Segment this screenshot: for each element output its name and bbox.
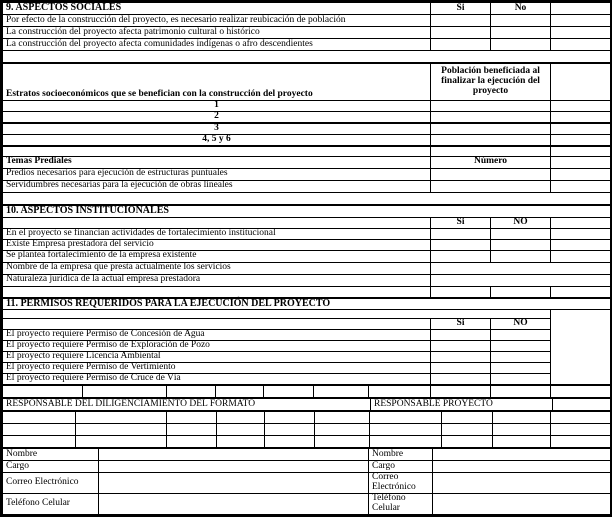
field-row (3, 449, 611, 461)
grid-cell[interactable] (3, 424, 76, 436)
extra-cell (551, 156, 611, 168)
question-row (3, 168, 611, 180)
question-label: La construcción del proyecto afecta patrimonio cultural o histórico (3, 27, 431, 39)
estrato-label: 4, 5 y 6 (3, 134, 431, 145)
field-value-cell[interactable] (99, 449, 369, 461)
estrato-row (3, 112, 611, 123)
section9-col-si: Si (431, 3, 491, 15)
question-row (3, 250, 611, 262)
grid-cell[interactable] (370, 436, 442, 448)
grid-cell[interactable] (493, 436, 551, 448)
grid-cell[interactable] (167, 424, 217, 436)
si-answer-cell[interactable] (431, 341, 491, 352)
question-row (3, 262, 611, 274)
field-row (3, 461, 611, 473)
section9-col-no: No (491, 3, 551, 15)
question-label: Por efecto de la construcción del proyecto, es necesario realizar reubicación de población (3, 15, 431, 27)
question-row (3, 27, 611, 39)
numero-col-header: Número (431, 156, 551, 168)
no-answer-cell[interactable] (491, 352, 551, 363)
prediales-title: Temas Prediales (3, 156, 431, 168)
si-answer-cell[interactable] (431, 239, 491, 250)
estrato-row (3, 123, 611, 134)
grid-cell[interactable] (491, 386, 551, 398)
field-value-cell[interactable] (433, 494, 611, 515)
grid-cell[interactable] (369, 386, 431, 398)
grid-cell[interactable] (76, 424, 167, 436)
spacer-row (3, 51, 611, 63)
grid-row (3, 412, 611, 424)
section9-header-row (3, 3, 611, 15)
grid-cell[interactable] (3, 412, 76, 424)
permisos-table (2, 298, 611, 385)
spacer-cell (3, 310, 551, 319)
signature-grid-table (2, 411, 611, 448)
grid-cell[interactable] (370, 424, 442, 436)
contact-fields-table (2, 448, 611, 515)
temas-prediales-table (2, 146, 611, 205)
grid-cell[interactable] (442, 424, 493, 436)
no-answer-cell[interactable] (491, 228, 551, 239)
extra-answer-cell[interactable] (551, 123, 611, 134)
responsables-header-row (3, 399, 611, 411)
grid-cell[interactable] (265, 436, 315, 448)
grid-strip-table (2, 385, 611, 398)
no-answer-cell[interactable] (491, 250, 551, 262)
spacer-cell (551, 286, 611, 297)
field-value-cell[interactable] (99, 461, 369, 473)
section11-title: 11. PERMISOS REQUERIDOS PARA LA EJECUCIÓN DEL PROYECTO (3, 298, 611, 310)
grid-cell[interactable] (551, 436, 611, 448)
question-label: El proyecto requiere Permiso de Cruce de Vía (3, 374, 431, 385)
estrato-row (3, 134, 611, 145)
section10-cols-row (3, 217, 611, 228)
question-label: Naturaleza jurídica de la actual empresa prestadora (3, 274, 431, 286)
grid-cell[interactable] (76, 412, 167, 424)
estratos-table (2, 63, 611, 146)
field-label: Cargo (369, 461, 433, 473)
grid-cell[interactable] (217, 412, 265, 424)
question-label: El proyecto requiere Permiso de Exploración de Pozo (3, 341, 431, 352)
section11-cols-row (3, 319, 611, 330)
grid-cell[interactable] (76, 436, 167, 448)
extra-answer-cell[interactable] (551, 39, 611, 51)
question-row (3, 180, 611, 192)
spacer-cell (3, 192, 611, 204)
grid-row (3, 424, 611, 436)
question-row (3, 228, 611, 239)
extra-cell (553, 399, 611, 411)
question-label: La construcción del proyecto afecta comunidades indígenas o afro descendientes (3, 39, 431, 51)
grid-cell[interactable] (314, 386, 369, 398)
estrato-label: 1 (3, 101, 431, 112)
estratos-label: Estratos socioeconómicos que se benefician con la construcción del proyecto (3, 64, 431, 101)
observaciones-merged-cell[interactable] (551, 310, 611, 385)
field-value-cell[interactable] (433, 449, 611, 461)
question-label: Nombre de la empresa que presta actualmente los servicios (3, 262, 431, 274)
wide-answer-cell[interactable] (431, 274, 611, 286)
institutional-aspects-table (2, 205, 611, 298)
responsable-proyecto-title: RESPONSABLE PROYECTO (371, 399, 553, 411)
question-row (3, 274, 611, 286)
prediales-header-row (3, 156, 611, 168)
extra-answer-cell[interactable] (551, 168, 611, 180)
question-row (3, 352, 611, 363)
section10-title: 10. ASPECTOS INSTITUCIONALES (3, 205, 611, 217)
si-answer-cell[interactable] (431, 15, 491, 27)
field-value-cell[interactable] (433, 461, 611, 473)
section9-title: 9. ASPECTOS SOCIALES (3, 3, 431, 15)
question-row (3, 39, 611, 51)
field-row (3, 473, 611, 494)
estrato-label: 3 (3, 123, 431, 134)
spacer-cell (3, 146, 431, 156)
question-label: El proyecto requiere Licencia Ambiental (3, 352, 431, 363)
numero-answer-cell[interactable] (431, 168, 551, 180)
no-answer-cell[interactable] (491, 341, 551, 352)
grid-cell[interactable] (3, 386, 83, 398)
social-aspects-table (2, 2, 611, 63)
extra-answer-cell[interactable] (551, 27, 611, 39)
extra-answer-cell[interactable] (551, 15, 611, 27)
question-label: En el proyecto se financian actividades de fortalecimiento institucional (3, 228, 431, 239)
grid-cell[interactable] (442, 412, 493, 424)
extra-answer-cell[interactable] (551, 250, 611, 262)
field-value-cell[interactable] (433, 473, 611, 494)
poblacion-answer-cell[interactable] (431, 101, 551, 112)
si-answer-cell[interactable] (431, 374, 491, 385)
si-answer-cell[interactable] (431, 330, 491, 341)
estrato-label: 2 (3, 112, 431, 123)
grid-cell[interactable] (551, 424, 611, 436)
si-answer-cell[interactable] (431, 250, 491, 262)
spacer-row (3, 192, 611, 204)
extra-answer-cell[interactable] (551, 180, 611, 192)
question-label: Servidumbres necesarias para la ejecución de obras lineales (3, 180, 431, 192)
spacer-cell (551, 146, 611, 156)
no-answer-cell[interactable] (491, 363, 551, 374)
section11-title-row (3, 298, 611, 310)
section11-col-si: Si (431, 319, 491, 330)
grid-cell[interactable] (167, 386, 216, 398)
extra-answer-cell[interactable] (551, 101, 611, 112)
section11-col-no: NO (491, 319, 551, 330)
question-row (3, 341, 611, 352)
grid-cell[interactable] (167, 412, 217, 424)
grid-cell[interactable] (551, 386, 611, 398)
field-label: Nombre (369, 449, 433, 461)
question-row (3, 363, 611, 374)
grid-cell[interactable] (3, 436, 76, 448)
no-answer-cell[interactable] (491, 27, 551, 39)
grid-cell[interactable] (265, 424, 315, 436)
field-label: Correo Electrónico (369, 473, 433, 494)
si-answer-cell[interactable] (431, 39, 491, 51)
responsable-formato-title: RESPONSABLE DEL DILIGENCIAMIENTO DEL FORMATO (3, 399, 371, 411)
section10-title-row (3, 205, 611, 217)
grid-cell[interactable] (370, 412, 442, 424)
extra-answer-cell[interactable] (551, 239, 611, 250)
no-answer-cell[interactable] (491, 39, 551, 51)
numero-answer-cell[interactable] (431, 180, 551, 192)
grid-row (3, 386, 611, 398)
question-label: Existe Empresa prestadora del servicio (3, 239, 431, 250)
no-answer-cell[interactable] (491, 15, 551, 27)
section10-col-si: Si (431, 217, 491, 228)
question-label: Se plantea fortalecimiento de la empresa existente (3, 250, 431, 262)
field-label: Cargo (3, 461, 99, 473)
grid-cell[interactable] (264, 386, 314, 398)
spacer-cell (3, 51, 611, 63)
field-label: Teléfono Celular (369, 494, 433, 515)
blank-cell (3, 319, 431, 330)
field-value-cell[interactable] (99, 494, 369, 515)
spacer-cell (3, 286, 431, 297)
spacer-row (3, 146, 611, 156)
field-row (3, 494, 611, 515)
section9-col-extra (551, 3, 611, 15)
question-row (3, 15, 611, 27)
question-row (3, 239, 611, 250)
extra-answer-cell[interactable] (551, 134, 611, 145)
grid-cell[interactable] (167, 436, 217, 448)
si-answer-cell[interactable] (431, 352, 491, 363)
extra-answer-cell[interactable] (551, 112, 611, 123)
question-label: El proyecto requiere Permiso de Vertimiento (3, 363, 431, 374)
extra-cell (551, 217, 611, 228)
question-label: Predios necesarios para ejecución de estructuras puntuales (3, 168, 431, 180)
grid-cell[interactable] (493, 412, 551, 424)
grid-cell[interactable] (315, 436, 370, 448)
spacer-row (3, 286, 611, 297)
question-label: El proyecto requiere Permiso de Concesión de Agua (3, 330, 431, 341)
spacer-cell (491, 286, 551, 297)
grid-cell[interactable] (216, 386, 264, 398)
grid-cell[interactable] (493, 424, 551, 436)
grid-cell[interactable] (315, 412, 370, 424)
si-answer-cell[interactable] (431, 228, 491, 239)
question-row (3, 374, 611, 385)
poblacion-answer-cell[interactable] (431, 123, 551, 134)
grid-cell[interactable] (442, 436, 493, 448)
estrato-row (3, 101, 611, 112)
no-answer-cell[interactable] (491, 330, 551, 341)
extra-answer-cell[interactable] (551, 228, 611, 239)
no-answer-cell[interactable] (491, 374, 551, 385)
grid-cell[interactable] (551, 412, 611, 424)
field-label: Correo Electrónico (3, 473, 99, 494)
field-label: Nombre (3, 449, 99, 461)
field-label: Teléfono Celular (3, 494, 99, 515)
responsables-header-table (2, 398, 611, 411)
question-row (3, 330, 611, 341)
wide-answer-cell[interactable] (431, 262, 611, 274)
spacer-cell (431, 146, 551, 156)
extra-cell (551, 64, 611, 101)
si-answer-cell[interactable] (431, 27, 491, 39)
poblacion-answer-cell[interactable] (431, 112, 551, 123)
blank-cell (3, 217, 431, 228)
grid-cell[interactable] (315, 424, 370, 436)
no-answer-cell[interactable] (491, 239, 551, 250)
poblacion-answer-cell[interactable] (431, 134, 551, 145)
grid-cell[interactable] (217, 424, 265, 436)
grid-cell[interactable] (431, 386, 491, 398)
poblacion-beneficiada-header: Población beneficiada al finalizar la ejecución del proyecto (431, 64, 551, 101)
section10-col-no: NO (491, 217, 551, 228)
grid-cell[interactable] (265, 412, 315, 424)
spacer-cell (431, 286, 491, 297)
grid-cell[interactable] (83, 386, 167, 398)
si-answer-cell[interactable] (431, 363, 491, 374)
estratos-header-row (3, 64, 611, 101)
grid-row (3, 436, 611, 448)
field-value-cell[interactable] (99, 473, 369, 494)
grid-cell[interactable] (217, 436, 265, 448)
